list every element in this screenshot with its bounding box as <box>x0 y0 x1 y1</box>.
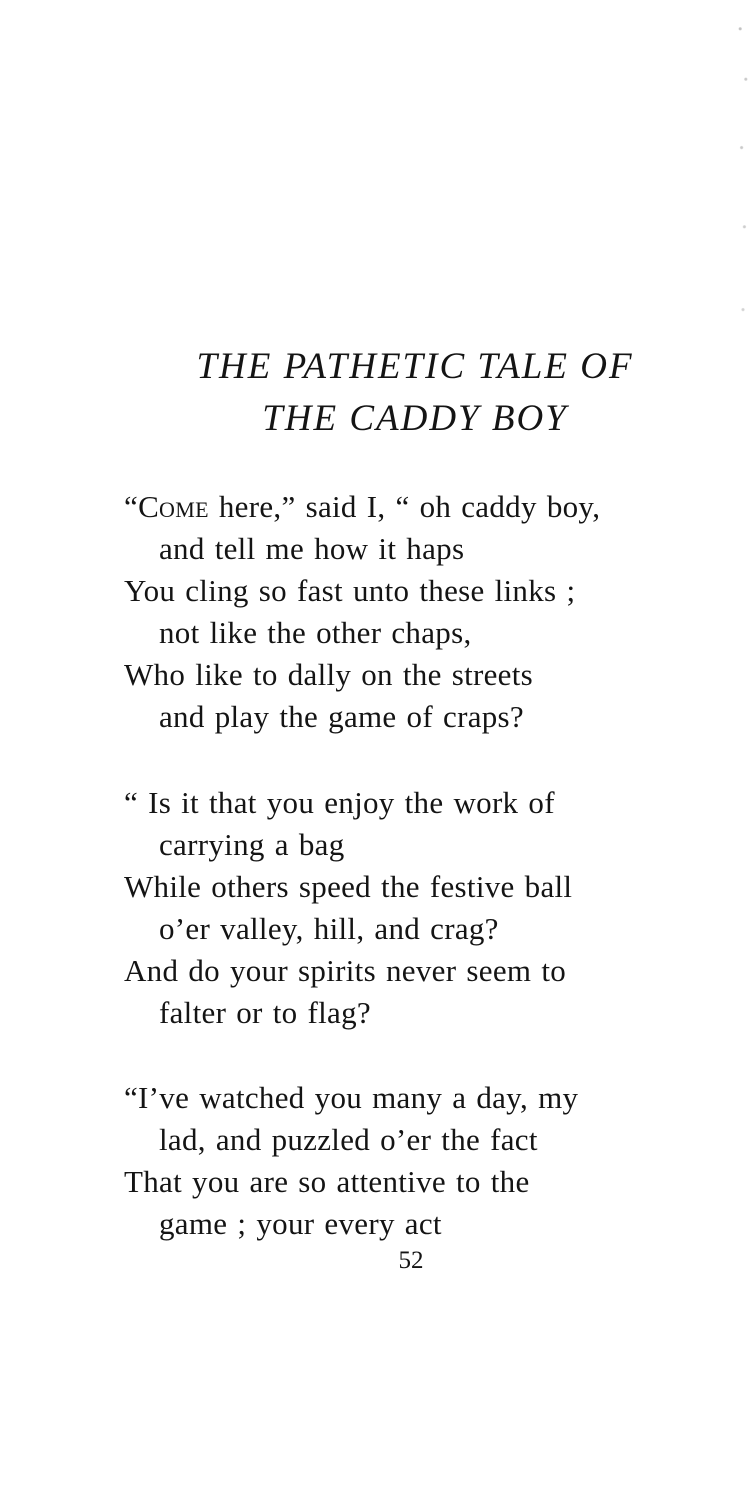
verse-line: lad, and puzzled o’er the fact <box>159 1122 538 1157</box>
page-edge-marks <box>736 0 750 360</box>
stanza-3 <box>124 1077 704 1245</box>
small-caps-word: Come <box>138 489 209 524</box>
verse-line-text: here,” said I, “ oh caddy boy, <box>208 489 601 524</box>
verse-line: game ; your every act <box>159 1206 442 1241</box>
poem-title-line-1: THE PATHETIC TALE OF <box>196 346 634 387</box>
verse-line <box>124 486 704 528</box>
stanza-2 <box>124 782 704 1034</box>
verse-line: o’er valley, hill, and crag? <box>159 911 499 946</box>
verse-line: While others speed the festive ball <box>124 869 573 904</box>
page-number: 52 <box>398 1247 424 1274</box>
verse-line: and tell me how it haps <box>159 531 465 566</box>
verse-line: carrying a bag <box>159 827 345 862</box>
verse-line: That you are so attentive to the <box>124 1164 530 1199</box>
verse-line: Who like to dally on the streets <box>124 657 534 692</box>
verse-line: You cling so fast unto these links ; <box>124 573 576 608</box>
verse-line: “ Is it that you enjoy the work of <box>124 785 555 820</box>
open-quote: “ <box>124 489 139 524</box>
verse-line: not like the other chaps, <box>159 615 472 650</box>
poem-title-line-2: THE CADDY BOY <box>262 398 568 439</box>
verse-line: and play the game of craps? <box>159 699 524 734</box>
verse-line: “I’ve watched you many a day, my <box>124 1080 579 1115</box>
verse-line: And do your spirits never seem to <box>124 953 567 988</box>
stanza-1 <box>124 486 704 738</box>
verse-line: falter or to flag? <box>159 995 371 1030</box>
